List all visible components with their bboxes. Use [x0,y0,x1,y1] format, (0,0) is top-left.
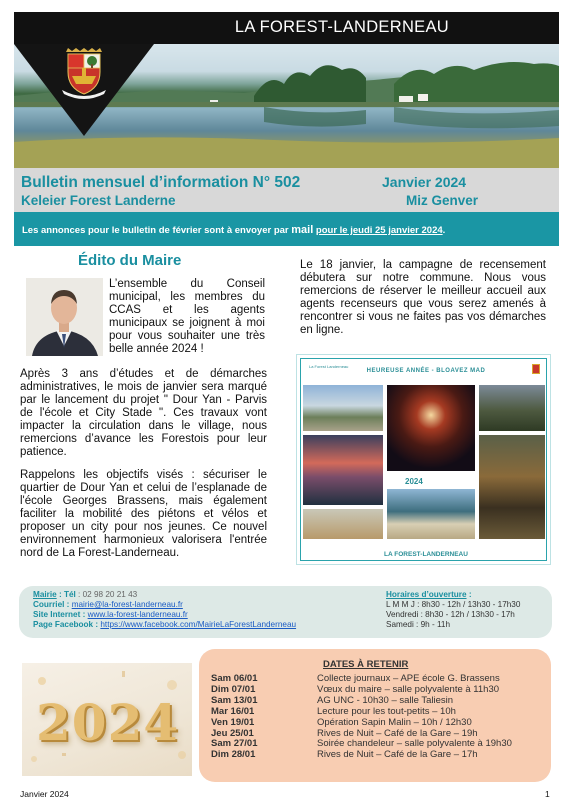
census-paragraph: Le 18 janvier, la campagne de recensement débutera sur notre commune. Nous vous remercions de réserver le meilleur accueil aux agents recenseurs que vous serez amenés à rencontrer si vous ne faites pas vos démarches en ligne. [300,259,546,336]
notice-period: . [442,225,446,236]
facebook-link[interactable]: https://www.facebook.com/MairieLaForestLanderneau [100,620,297,629]
mayor-portrait [26,278,103,356]
event-cell: Rives de Nuit – Café de la Gare – 19h [317,727,478,739]
hours-weekdays: L M M J : 8h30 - 12h / 13h30 - 17h30 [386,600,521,609]
poster-footer: LA FOREST-LANDERNEAU [384,551,468,558]
new-year-poster [296,354,551,565]
new-year-2024-image [22,663,192,776]
hours-friday: Vendredi : 8h30 - 12h / 13h30 - 17h [386,610,515,619]
hours-saturday: Samedi : 9h - 11h [386,620,451,629]
date-cell: Sam 06/01 [211,673,258,684]
date-row [211,750,512,761]
tel-label: : Tél [56,590,76,599]
page-number: 1 [545,789,550,799]
email-label: Courriel : [33,600,70,609]
poster-crest-icon [532,364,540,374]
event-cell: Lecture pour les tout-petits – 10h [317,705,456,717]
poster-photo-beach [387,489,475,539]
event-cell: Opération Sapin Malin – 10h / 12h30 [317,716,472,728]
hours-label: Horaires d’ouverture [386,590,467,599]
bulletin-subtitle-breton: Keleier Forest Landerne [21,193,176,208]
event-cell: Vœux du maire – salle polyvalente à 11h30 [317,683,500,695]
mairie-label: Mairie [33,590,57,599]
key-dates-heading: DATES À RETENIR [323,659,409,670]
date-cell: Mar 16/01 [211,705,255,717]
title-band [14,168,559,212]
date-row [211,707,512,718]
event-cell: Soirée chandeleur – salle polyvalente à 19h30 [317,738,512,750]
event-cell: AG UNC - 10h30 – salle Taliesin [317,694,454,706]
banner-year: 2024 [36,693,180,752]
date-cell: Sam 27/01 [211,738,258,750]
footer-month: Janvier 2024 [20,789,69,799]
town-title: LA FOREST-LANDERNEAU [234,18,449,36]
contact-box [19,586,552,638]
poster-photo-sunset [303,435,383,505]
submission-notice [14,212,559,246]
date-cell: Jeu 25/01 [211,727,254,739]
poster-photo-town [303,385,383,431]
website-link[interactable]: www.la-forest-landerneau.fr [87,610,188,619]
poster-photo-house [479,385,545,431]
poster-photo-forest [479,435,545,539]
notice-deadline: pour le jeudi 25 janvier 2024 [315,225,443,236]
contact-email-line [33,600,183,610]
contact-site-line [33,610,188,620]
edito-paragraph-3: Rappelons les objectifs visés : sécuriser le quartier de Dour Yan et celui de l’esplanade de l'école Georges Brassens, mais également faciliter la mobilité des piétons et vélos et proposer un city pour nos jeunes. Ce nouvel environnement harmonieux valorisera l'entrée nord de La Forest-Landerneau. [20,469,267,559]
date-cell: Sam 13/01 [211,694,258,706]
poster-greeting: HEUREUSE ANNÉE - BLOAVEZ MAD [366,368,486,374]
edito-paragraph-2: Après 3 ans d’études et de démarches administratives, le mois de janvier sera marqué par le lancement du projet " Dour Yan - Parvis de l'école et City Stade ". Ces travaux vont impacter la circulation dans le village, nous remercions d’avance les Forestois pour leur patience. [20,368,267,458]
event-cell: Collecte journaux – APE école G. Brassens [317,673,500,684]
poster-logo: La Forest Landerneau [309,364,349,369]
notice-mail: mail [291,224,314,236]
date-cell: Ven 19/01 [211,716,255,728]
date-cell: Dim 28/01 [211,749,256,761]
town-crest [14,44,154,141]
opening-hours-heading [386,590,472,600]
issue-month: Janvier 2024 [382,174,467,190]
poster-photo-reeds [303,509,383,539]
site-label: Site Internet : [33,610,86,619]
header-bar [14,12,559,44]
poster-photo-christmas-lights [387,385,475,471]
date-cell: Dim 07/01 [211,683,256,695]
bulletin-title: Bulletin mensuel d’information N° 502 [21,174,301,191]
date-row [211,718,512,729]
edito-title: Édito du Maire [78,252,182,269]
notice-text: Les annonces pour le bulletin de février sont à envoyer par [22,225,292,236]
issue-month-breton: Miz Genver [406,193,479,208]
key-dates-table [211,674,512,761]
contact-phone-line [33,590,137,600]
facebook-label: Page Facebook : [33,620,99,629]
email-link[interactable]: mairie@la-forest-landerneau.fr [71,600,183,609]
edito-paragraph-1: L’ensemble du Conseil municipal, les membres du CCAS et les agents municipaux se joignent à moi pour vous souhaiter une très belle année 2024 ! [109,278,265,355]
hours-colon: : [466,590,472,599]
contact-facebook-line [33,620,296,630]
phone-number[interactable]: : 02 98 20 21 43 [75,590,138,599]
key-dates-box [199,649,551,782]
event-cell: Rives de Nuit – Café de la Gare – 17h [317,749,478,761]
poster-year: 2024 [405,477,423,486]
